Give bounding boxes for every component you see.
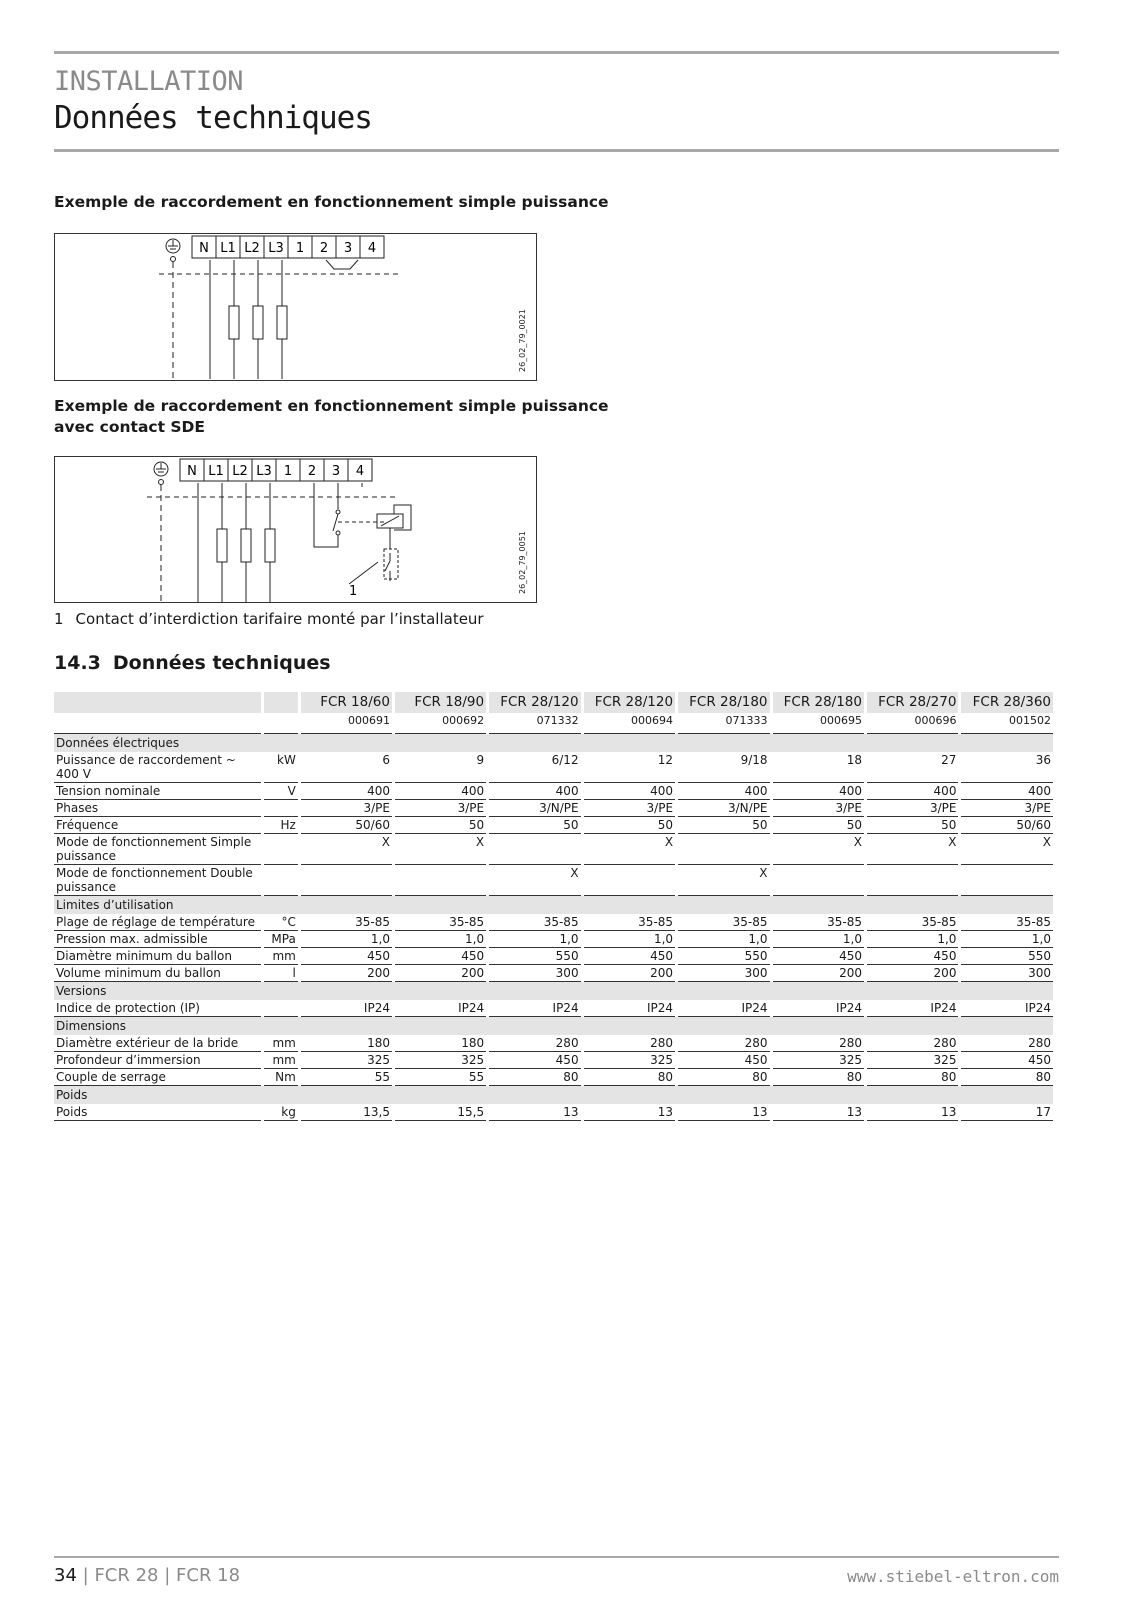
row-label: Couple de serrage: [54, 1069, 261, 1086]
page-number: 34: [54, 1565, 77, 1586]
table-cell: X: [867, 834, 958, 865]
table-cell: 50: [489, 817, 580, 834]
article-code: 000695: [773, 713, 864, 734]
table-row: [54, 948, 1053, 965]
table-cell: 3/N/PE: [489, 800, 580, 817]
table-cell: IP24: [301, 1000, 392, 1017]
table-cell: [489, 834, 580, 865]
table-row: [54, 965, 1053, 982]
table-row: [54, 1052, 1053, 1069]
article-code: 000692: [395, 713, 486, 734]
row-unit: °C: [264, 914, 298, 931]
row-unit: mm: [264, 1035, 298, 1052]
table-cell: 400: [301, 783, 392, 800]
table-cell: 50: [678, 817, 769, 834]
table-cell: X: [395, 834, 486, 865]
table-cell: 35-85: [584, 914, 675, 931]
table-cell: 280: [584, 1035, 675, 1052]
wiring-diagram-simple-svg: [55, 234, 538, 382]
row-unit: Hz: [264, 817, 298, 834]
article-code: 071333: [678, 713, 769, 734]
table-cell: 9/18: [678, 752, 769, 783]
terminal-label: 3: [343, 241, 353, 256]
page-title: Données techniques: [54, 100, 372, 136]
table-cell: 200: [301, 965, 392, 982]
table-cell: IP24: [773, 1000, 864, 1017]
table-cell: 300: [961, 965, 1053, 982]
figure2-id: 26_02_79_0051: [518, 531, 527, 594]
table-cell: 50: [584, 817, 675, 834]
heating-element-icon: [229, 306, 287, 339]
terminal-label: 2: [319, 241, 329, 256]
table-cell: 325: [773, 1052, 864, 1069]
group-row: [54, 1017, 1053, 1035]
terminal-label: L3: [268, 241, 284, 256]
figure2-caption-line2: avec contact SDE: [54, 418, 206, 436]
row-label: Profondeur d’immersion: [54, 1052, 261, 1069]
table-cell: 325: [867, 1052, 958, 1069]
table-cell: 80: [961, 1069, 1053, 1086]
article-code: 001502: [961, 713, 1053, 734]
table-cell: 3/PE: [584, 800, 675, 817]
article-code: 000691: [301, 713, 392, 734]
row-unit: [264, 865, 298, 896]
row-unit: MPa: [264, 931, 298, 948]
table-cell: 50: [773, 817, 864, 834]
table-cell: 200: [867, 965, 958, 982]
table-cell: 450: [961, 1052, 1053, 1069]
table-row: [54, 752, 1053, 783]
callout-number: 1: [349, 584, 358, 599]
terminal-label: 1: [295, 241, 305, 256]
table-cell: IP24: [584, 1000, 675, 1017]
table-cell: 13: [584, 1104, 675, 1121]
legend-text: Contact d’interdiction tarifaire monté par l’installateur: [75, 610, 484, 628]
row-unit: kg: [264, 1104, 298, 1121]
footer-doc1: FCR 28: [94, 1565, 159, 1586]
row-unit: kW: [264, 752, 298, 783]
table-cell: X: [773, 834, 864, 865]
table-cell: 325: [301, 1052, 392, 1069]
table-row: [54, 1000, 1053, 1017]
figure1-id: 26_02_79_0021: [518, 309, 527, 372]
table-cell: [678, 834, 769, 865]
table-cell: IP24: [961, 1000, 1053, 1017]
table-cell: 400: [395, 783, 486, 800]
article-code: 000694: [584, 713, 675, 734]
table-row: [54, 1035, 1053, 1052]
group-label: Versions: [54, 982, 1053, 1000]
table-cell: 55: [301, 1069, 392, 1086]
terminal-label: 1: [283, 464, 293, 479]
row-label: Poids: [54, 1104, 261, 1121]
row-unit: Nm: [264, 1069, 298, 1086]
table-cell: 550: [961, 948, 1053, 965]
group-label: Dimensions: [54, 1017, 1053, 1035]
table-cell: 450: [773, 948, 864, 965]
table-cell: [301, 865, 392, 896]
table-cell: 280: [678, 1035, 769, 1052]
table-cell: [584, 865, 675, 896]
table-cell: 1,0: [301, 931, 392, 948]
table-cell: 50/60: [961, 817, 1053, 834]
table-cell: 13: [678, 1104, 769, 1121]
table-cell: 400: [584, 783, 675, 800]
footer-rule: [54, 1556, 1059, 1558]
table-cell: 35-85: [301, 914, 392, 931]
row-unit: [264, 800, 298, 817]
table-cell: 35-85: [489, 914, 580, 931]
table-cell: 35-85: [961, 914, 1053, 931]
table-cell: 200: [773, 965, 864, 982]
table-cell: 12: [584, 752, 675, 783]
row-label: Volume minimum du ballon: [54, 965, 261, 982]
table-cell: 280: [489, 1035, 580, 1052]
figure2-caption-line1: Exemple de raccordement en fonctionnement simple puissance: [54, 397, 609, 415]
table-cell: 1,0: [395, 931, 486, 948]
table-cell: 35-85: [678, 914, 769, 931]
terminal-label: L2: [232, 464, 248, 479]
model-header: FCR 28/270: [867, 692, 958, 713]
website-url: www.stiebel-eltron.com: [847, 1567, 1059, 1586]
table-row: [54, 783, 1053, 800]
row-label: Mode de fonctionnement Simple puissance: [54, 834, 261, 865]
table-cell: 3/PE: [301, 800, 392, 817]
terminal-label: N: [199, 241, 209, 256]
table-row: [54, 865, 1053, 896]
row-unit: l: [264, 965, 298, 982]
table-cell: 450: [301, 948, 392, 965]
terminal-label: 3: [331, 464, 341, 479]
section-number: 14.3: [54, 652, 101, 674]
table-cell: 280: [961, 1035, 1053, 1052]
header-bottom-rule: [54, 149, 1059, 152]
section-heading-text: Données techniques: [112, 652, 331, 674]
section-label: INSTALLATION: [54, 66, 244, 97]
code-row: [54, 713, 1053, 734]
article-code: 071332: [489, 713, 580, 734]
table-cell: 1,0: [678, 931, 769, 948]
table-cell: 17: [961, 1104, 1053, 1121]
table-cell: 27: [867, 752, 958, 783]
terminal-label: L2: [244, 241, 260, 256]
header-blank-cell: [54, 692, 261, 713]
table-cell: 550: [678, 948, 769, 965]
table-cell: IP24: [395, 1000, 486, 1017]
table-cell: [395, 865, 486, 896]
table-cell: X: [489, 865, 580, 896]
model-header-row: [54, 692, 1053, 713]
table-cell: 80: [773, 1069, 864, 1086]
table-cell: 6: [301, 752, 392, 783]
table-row: [54, 1104, 1053, 1121]
technical-data-table: [51, 692, 1056, 1121]
terminal-label: L3: [256, 464, 272, 479]
section-heading: [54, 652, 331, 674]
table-cell: 300: [678, 965, 769, 982]
group-label: Poids: [54, 1086, 1053, 1104]
table-cell: 15,5: [395, 1104, 486, 1121]
row-label: Pression max. admissible: [54, 931, 261, 948]
wiring-diagram-simple: [54, 233, 537, 381]
table-cell: 3/PE: [773, 800, 864, 817]
terminal-label: N: [187, 464, 197, 479]
table-cell: 1,0: [584, 931, 675, 948]
table-cell: IP24: [678, 1000, 769, 1017]
row-label: Phases: [54, 800, 261, 817]
wiring-diagram-sde-svg: [55, 457, 538, 604]
table-cell: 200: [584, 965, 675, 982]
footer-separator: |: [164, 1565, 177, 1586]
table-cell: 400: [867, 783, 958, 800]
legend-number: 1: [54, 610, 64, 628]
row-label: Indice de protection (IP): [54, 1000, 261, 1017]
table-cell: 325: [584, 1052, 675, 1069]
footer-left: [54, 1565, 240, 1586]
table-cell: 55: [395, 1069, 486, 1086]
table-cell: 35-85: [867, 914, 958, 931]
row-unit: mm: [264, 1052, 298, 1069]
table-cell: 3/PE: [867, 800, 958, 817]
table-cell: X: [584, 834, 675, 865]
table-cell: 1,0: [867, 931, 958, 948]
table-cell: 300: [489, 965, 580, 982]
group-row: [54, 1086, 1053, 1104]
table-cell: 280: [773, 1035, 864, 1052]
table-cell: 1,0: [961, 931, 1053, 948]
terminal-block: [192, 236, 384, 258]
table-cell: 80: [584, 1069, 675, 1086]
group-label: Données électriques: [54, 734, 1053, 752]
figure1-caption: Exemple de raccordement en fonctionnement simple puissance: [54, 193, 609, 211]
table-cell: 450: [395, 948, 486, 965]
table-cell: [867, 865, 958, 896]
model-header: FCR 18/90: [395, 692, 486, 713]
table-cell: 13: [773, 1104, 864, 1121]
table-cell: 80: [678, 1069, 769, 1086]
table-cell: 3/PE: [395, 800, 486, 817]
row-label: Diamètre extérieur de la bride: [54, 1035, 261, 1052]
table-cell: 180: [301, 1035, 392, 1052]
table-cell: 50/60: [301, 817, 392, 834]
table-cell: 1,0: [489, 931, 580, 948]
table-cell: X: [678, 865, 769, 896]
group-row: [54, 734, 1053, 752]
group-row: [54, 896, 1053, 914]
table-cell: 80: [867, 1069, 958, 1086]
code-blank-cell: [54, 713, 261, 734]
table-cell: 3/PE: [961, 800, 1053, 817]
wiring-diagram-sde: [54, 456, 537, 603]
table-cell: 13: [489, 1104, 580, 1121]
row-label: Fréquence: [54, 817, 261, 834]
table-row: [54, 817, 1053, 834]
terminal-label: L1: [208, 464, 224, 479]
ground-icon: [154, 462, 168, 485]
table-cell: IP24: [867, 1000, 958, 1017]
model-header: FCR 28/120: [489, 692, 580, 713]
footer-doc2: FCR 18: [176, 1565, 241, 1586]
header-top-rule: [54, 51, 1059, 54]
table-cell: X: [961, 834, 1053, 865]
row-unit: [264, 1000, 298, 1017]
table-cell: 400: [489, 783, 580, 800]
table-cell: X: [301, 834, 392, 865]
group-label: Limites d’utilisation: [54, 896, 1053, 914]
terminal-label: L1: [220, 241, 236, 256]
table-cell: 550: [489, 948, 580, 965]
table-cell: [961, 865, 1053, 896]
table-cell: 50: [395, 817, 486, 834]
table-row: [54, 800, 1053, 817]
row-unit: mm: [264, 948, 298, 965]
figure-legend: [54, 610, 484, 628]
footer-separator: |: [82, 1565, 95, 1586]
table-cell: 36: [961, 752, 1053, 783]
ground-icon: [166, 239, 180, 262]
table-cell: 200: [395, 965, 486, 982]
table-row: [54, 931, 1053, 948]
table-cell: 180: [395, 1035, 486, 1052]
model-header: FCR 28/180: [678, 692, 769, 713]
table-row: [54, 914, 1053, 931]
table-cell: 400: [773, 783, 864, 800]
row-label: Mode de fonctionnement Double puissance: [54, 865, 261, 896]
table-cell: 18: [773, 752, 864, 783]
group-row: [54, 982, 1053, 1000]
terminal-label: 2: [307, 464, 317, 479]
table-cell: 3/N/PE: [678, 800, 769, 817]
row-label: Plage de réglage de température: [54, 914, 261, 931]
table-cell: 35-85: [395, 914, 486, 931]
model-header: FCR 28/360: [961, 692, 1053, 713]
table-cell: 325: [395, 1052, 486, 1069]
row-label: Puissance de raccordement ~ 400 V: [54, 752, 261, 783]
table-cell: 80: [489, 1069, 580, 1086]
article-code: 000696: [867, 713, 958, 734]
table-cell: 1,0: [773, 931, 864, 948]
model-header: FCR 28/120: [584, 692, 675, 713]
table-cell: 450: [489, 1052, 580, 1069]
table-cell: 9: [395, 752, 486, 783]
table-cell: 35-85: [773, 914, 864, 931]
table-cell: 450: [678, 1052, 769, 1069]
table-cell: 280: [867, 1035, 958, 1052]
heating-element-icon: [217, 529, 275, 562]
model-header: FCR 28/180: [773, 692, 864, 713]
table-cell: 50: [867, 817, 958, 834]
terminal-block: [180, 459, 372, 481]
table-cell: 450: [867, 948, 958, 965]
table-cell: 13: [867, 1104, 958, 1121]
table-cell: 400: [961, 783, 1053, 800]
table-cell: 400: [678, 783, 769, 800]
code-blank-cell: [264, 713, 298, 734]
row-unit: [264, 834, 298, 865]
table-cell: IP24: [489, 1000, 580, 1017]
row-label: Tension nominale: [54, 783, 261, 800]
terminal-label: 4: [355, 464, 365, 479]
table-cell: 6/12: [489, 752, 580, 783]
row-unit: V: [264, 783, 298, 800]
table-row: [54, 834, 1053, 865]
row-label: Diamètre minimum du ballon: [54, 948, 261, 965]
table-cell: 450: [584, 948, 675, 965]
figure2-caption: [54, 396, 609, 438]
table-cell: [773, 865, 864, 896]
terminal-label: 4: [367, 241, 377, 256]
model-header: FCR 18/60: [301, 692, 392, 713]
table-cell: 13,5: [301, 1104, 392, 1121]
table-row: [54, 1069, 1053, 1086]
header-blank-cell: [264, 692, 298, 713]
